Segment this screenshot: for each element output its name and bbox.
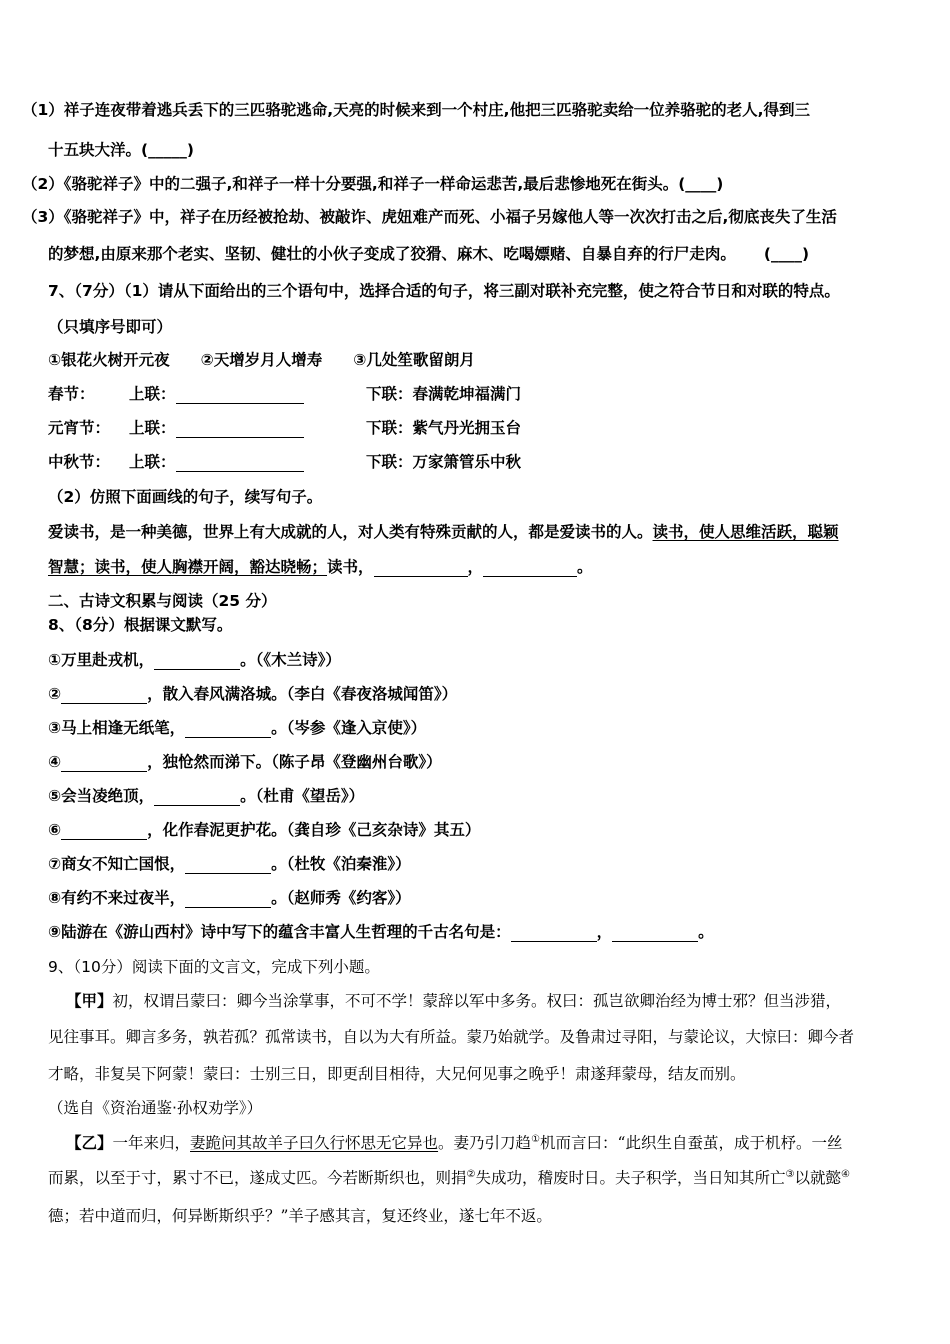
q7-end: 。 (577, 558, 593, 576)
passage-yi-label: 【乙】 (66, 1134, 113, 1152)
couplet-lower: 下联：万家箫管乐中秋 (366, 453, 522, 471)
recite-blank[interactable] (185, 873, 271, 874)
recite-pre: ③马上相逢无纸笔， (48, 719, 186, 737)
recite-line (48, 718, 426, 738)
recite-line (48, 684, 457, 704)
recite-blank[interactable] (154, 805, 240, 806)
couplet-upper-label: 上联： (129, 419, 176, 437)
recite-post: 。（岑参《逢入京使》） (271, 719, 427, 737)
couplet-upper (129, 384, 304, 404)
passage-jia-text: 初，权谓吕蒙曰：卿今当涂掌事，不可不学！蒙辞以军中多务。权曰：孤岂欲卿治经为博士邪？但当涉猎， (112, 992, 842, 1010)
passage-jia-line1 (66, 991, 841, 1011)
couplet-festival: 中秋节： (48, 453, 111, 471)
q6-item3-line2 (48, 244, 809, 264)
footnote-mark: ④ (840, 1168, 850, 1180)
passage-jia-line3: 才略，非复吴下阿蒙！蒙曰：士别三日，即更刮目相待，大兄何见事之晚乎！肃遂拜蒙母，结友而别。 (48, 1065, 746, 1083)
section-title: 二、古诗文积累与阅读（25 分） (48, 592, 277, 610)
recite-blank[interactable] (185, 737, 271, 738)
couplet-festival: 春节： (48, 385, 95, 403)
footnote-mark: ③ (785, 1168, 795, 1180)
q6-item3-blank[interactable]: (____) (763, 245, 810, 263)
passage-yi-line3: 德；若中道而归，何异断斯织乎？”羊子感其言，复还终业，遂七年不返。 (48, 1207, 552, 1225)
recite-pre: ⑥ (48, 821, 62, 839)
passage-yi-text: 一年来归， (112, 1134, 191, 1152)
passage-yi-text: 机而言曰：“此织生自蚕茧，成于机杼。一丝 (540, 1134, 843, 1152)
q7-passage-underlined: 读书，使人思维活跃，聪颖 (652, 523, 839, 541)
recite-post: 。（杜甫《望岳》） (240, 787, 365, 805)
passage-yi-text: 。妻乃引刀趋 (438, 1134, 532, 1152)
passage-yi-line1 (66, 1133, 842, 1153)
q7-answer-blank[interactable] (374, 576, 468, 577)
couplet-upper-label: 上联： (129, 385, 176, 403)
passage-jia-line2: 见往事耳。卿言多务，孰若孤？孤常读书，自以为大有所益。蒙乃始就学。及鲁肃过寻阳，与蒙论议，大惊曰：卿今者 (48, 1028, 855, 1046)
recite-line (48, 752, 442, 772)
couplet-upper-blank[interactable] (176, 403, 304, 404)
q6-item1-line2: 十五块大洋。(_____) (48, 141, 194, 159)
recite-blank[interactable] (61, 771, 147, 772)
q6-item1-line1: （1）祥子连夜带着逃兵丢下的三匹骆驼逃命,天亮的时候来到一个村庄,他把三匹骆驼卖给一位养骆驼的老人,得到三 (22, 101, 810, 119)
recite-line-9 (48, 922, 714, 942)
recite-pre: ①万里赴戎机， (48, 651, 155, 669)
couplet-lower: 下联：春满乾坤福满门 (366, 385, 522, 403)
recite-blank[interactable] (185, 907, 271, 908)
couplet-upper-blank[interactable] (176, 437, 304, 438)
recite-blank[interactable] (154, 669, 240, 670)
recite-post: 。（赵师秀《约客》） (271, 889, 411, 907)
recite-separator: ， (596, 923, 613, 941)
passage-yi-line2 (48, 1168, 850, 1188)
recite-post: ，散入春风满洛城。（李白《春夜洛城闻笛》） (147, 685, 458, 703)
passage-yi-text: 而累，以至于寸，累寸不已，遂成丈匹。今若断斯织也，则捐 (48, 1169, 467, 1187)
recite-line (48, 650, 341, 670)
couplet-upper-blank[interactable] (176, 471, 304, 472)
recite-blank[interactable] (612, 941, 698, 942)
recite-post: ，独怆然而涕下。（陈子昂《登幽州台歌》） (147, 753, 442, 771)
q7-passage-underlined: 智慧；读书，使人胸襟开阔，豁达晓畅； (48, 558, 328, 576)
couplet-festival: 元宵节： (48, 419, 111, 437)
couplet-lower: 下联：紫气丹光拥玉台 (366, 419, 522, 437)
q8-heading: 8、（8分）根据课文默写。 (48, 616, 233, 634)
recite-post: 。（杜牧《泊秦淮》） (271, 855, 411, 873)
q6-item2: （2）《骆驼祥子》中的二强子,和祥子一样十分要强,和祥子一样命运悲苦,最后悲惨地死在街头。(____) (22, 175, 724, 193)
passage-yi-text: 失成功，稽废时日。夫子积学，当日知其所亡 (475, 1169, 786, 1187)
recite-line (48, 854, 411, 874)
recite-blank[interactable] (61, 703, 147, 704)
couplet-upper (129, 418, 304, 438)
recite-line (48, 786, 364, 806)
couplet-upper (129, 452, 304, 472)
recite-blank[interactable] (61, 839, 147, 840)
q7-passage-plain: 爱读书，是一种美德，世界上有大成就的人，对人类有特殊贡献的人，都是爱读书的人。 (48, 523, 653, 541)
q7-answer-blank[interactable] (483, 576, 577, 577)
q7-part2: （2）仿照下面画线的句子，续写句子。 (48, 488, 323, 506)
recite-line (48, 820, 480, 840)
q7-note: （只填序号即可） (48, 318, 173, 336)
recite-pre: ⑦商女不知亡国恨， (48, 855, 186, 873)
recite-pre: ④ (48, 753, 62, 771)
q7-options: ①银花火树开元夜 ②天增岁月人增寿 ③几处笙歌留朗月 (48, 351, 475, 369)
footnote-mark: ② (466, 1168, 476, 1180)
q7-passage-line2 (48, 557, 593, 577)
q7-passage-line1 (48, 522, 839, 542)
passage-yi-text: 以就懿 (794, 1169, 841, 1187)
recite-pre: ⑨陆游在《游山西村》诗中写下的蕴含丰富人生哲理的千古名句是： (48, 923, 511, 941)
passage-jia-label: 【甲】 (66, 992, 113, 1010)
q7-separator: ， (467, 558, 484, 576)
couplet-upper-label: 上联： (129, 453, 176, 471)
q6-item3-line1: （3）《骆驼祥子》中，祥子在历经被抢劫、被敲诈、虎妞难产而死、小福子另嫁他人等一次次打击之后,彻底丧失了生活 (22, 208, 837, 226)
recite-blank[interactable] (511, 941, 597, 942)
recite-pre: ② (48, 685, 62, 703)
q6-item3-text: 的梦想,由原来那个老实、坚韧、健壮的小伙子变成了狡猾、麻木、吃喝嫖赌、自暴自弃的行尸走肉。 (48, 245, 736, 263)
passage-yi-underlined: 妻跪问其故羊子曰久行怀思无它异也 (190, 1134, 439, 1152)
recite-pre: ⑤会当凌绝顶， (48, 787, 155, 805)
recite-post: 。（《木兰诗》） (240, 651, 341, 669)
recite-end: 。 (698, 923, 714, 941)
recite-pre: ⑧有约不来过夜半， (48, 889, 186, 907)
q7-passage-tail: 读书， (327, 558, 374, 576)
q7-heading: 7、（7分）（1）请从下面给出的三个语句中，选择合适的句子，将三副对联补充完整，使之符合节日和对联的特点。 (48, 282, 840, 300)
q9-heading: 9、（10分）阅读下面的文言文，完成下列小题。 (48, 958, 380, 976)
footnote-mark: ① (531, 1133, 541, 1145)
passage-source: （选自《资治通鉴·孙权劝学》） (48, 1099, 263, 1117)
recite-post: ，化作春泥更护花。（龚自珍《己亥杂诗》其五） (147, 821, 481, 839)
recite-line (48, 888, 411, 908)
